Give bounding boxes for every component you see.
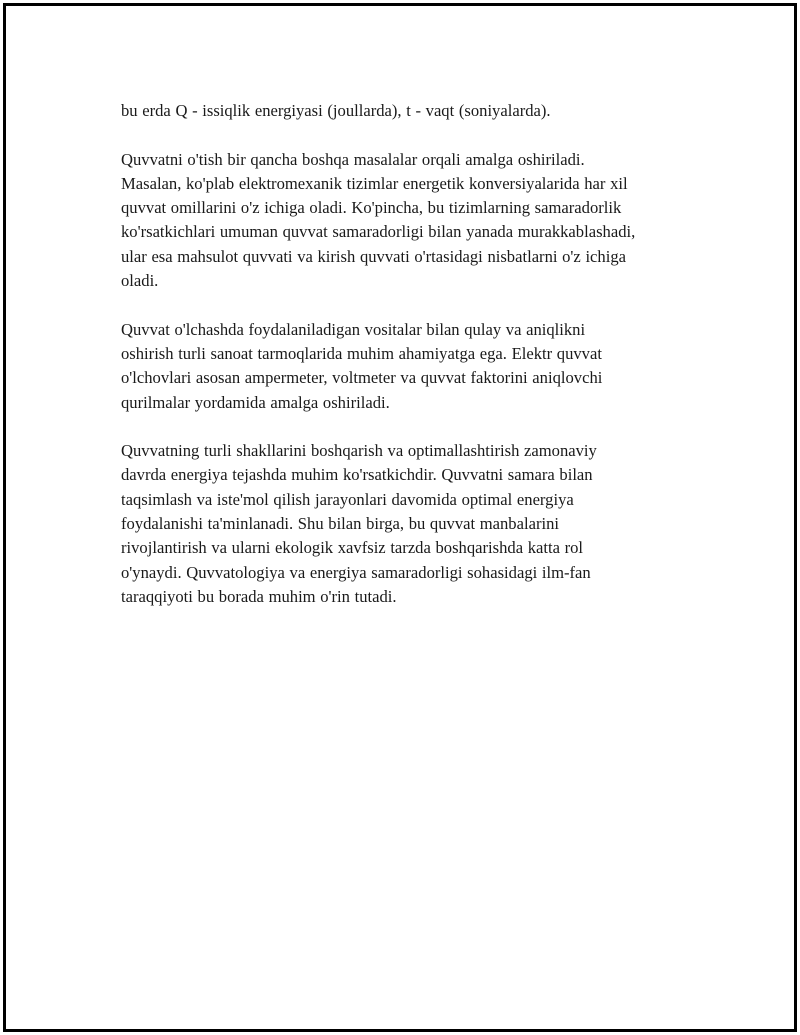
paragraph-line: davrda energiya tejashda muhim ko'rsatkichdir. Quvvatni samara bilan [121, 465, 593, 485]
paragraph-line: o'lchovlari asosan ampermeter, voltmeter va quvvat faktorini aniqlovchi [121, 368, 603, 388]
paragraph-line: Quvvatning turli shakllarini boshqarish va optimallashtirish zamonaviy [121, 441, 597, 461]
paragraph-line: Quvvat o'lchashda foydalaniladigan vositalar bilan qulay va aniqlikni [121, 319, 586, 339]
paragraph-line: o'ynaydi. Quvvatologiya va energiya samaradorligi sohasidagi ilm-fan [121, 562, 591, 582]
document-page [3, 3, 797, 1032]
paragraph-line: oladi. [121, 271, 159, 291]
paragraph-line: foydalanishi ta'minlanadi. Shu bilan birga, bu quvvat manbalarini [121, 514, 559, 534]
paragraph-line: rivojlantirish va ularni ekologik xavfsiz tarzda boshqarishda katta rol [121, 538, 584, 558]
paragraph-line: ular esa mahsulot quvvati va kirish quvvati o'rtasidagi nisbatlarni o'z ichiga [121, 246, 626, 266]
paragraph-power-measurement [121, 318, 686, 415]
paragraph-line: ko'rsatkichlari umuman quvvat samaradorligi bilan yanada murakkablashadi, [121, 222, 636, 242]
document-body [121, 99, 686, 634]
paragraph-line: Quvvatni o'tish bir qancha boshqa masalalar orqali amalga oshiriladi. [121, 149, 585, 169]
paragraph-line: oshirish turli sanoat tarmoqlarida muhim ahamiyatga ega. Elektr quvvat [121, 343, 602, 363]
paragraph-line: taraqqiyoti bu borada muhim o'rin tutadi. [121, 586, 397, 606]
paragraph-line: Masalan, ko'plab elektromexanik tizimlar energetik konversiyalarida har xil [121, 173, 628, 193]
paragraph-line: quvvat omillarini o'z ichiga oladi. Ko'pincha, bu tizimlarning samaradorlik [121, 198, 622, 218]
paragraph-power-optimization [121, 439, 686, 609]
paragraph-line: qurilmalar yordamida amalga oshiriladi. [121, 392, 390, 412]
paragraph-line: taqsimlash va iste'mol qilish jarayonlari davomida optimal energiya [121, 489, 574, 509]
paragraph-line: bu erda Q - issiqlik energiyasi (joullarda), t - vaqt (soniyalarda). [121, 101, 551, 120]
paragraph-formula-explanation [121, 99, 686, 123]
paragraph-power-transfer [121, 148, 686, 294]
